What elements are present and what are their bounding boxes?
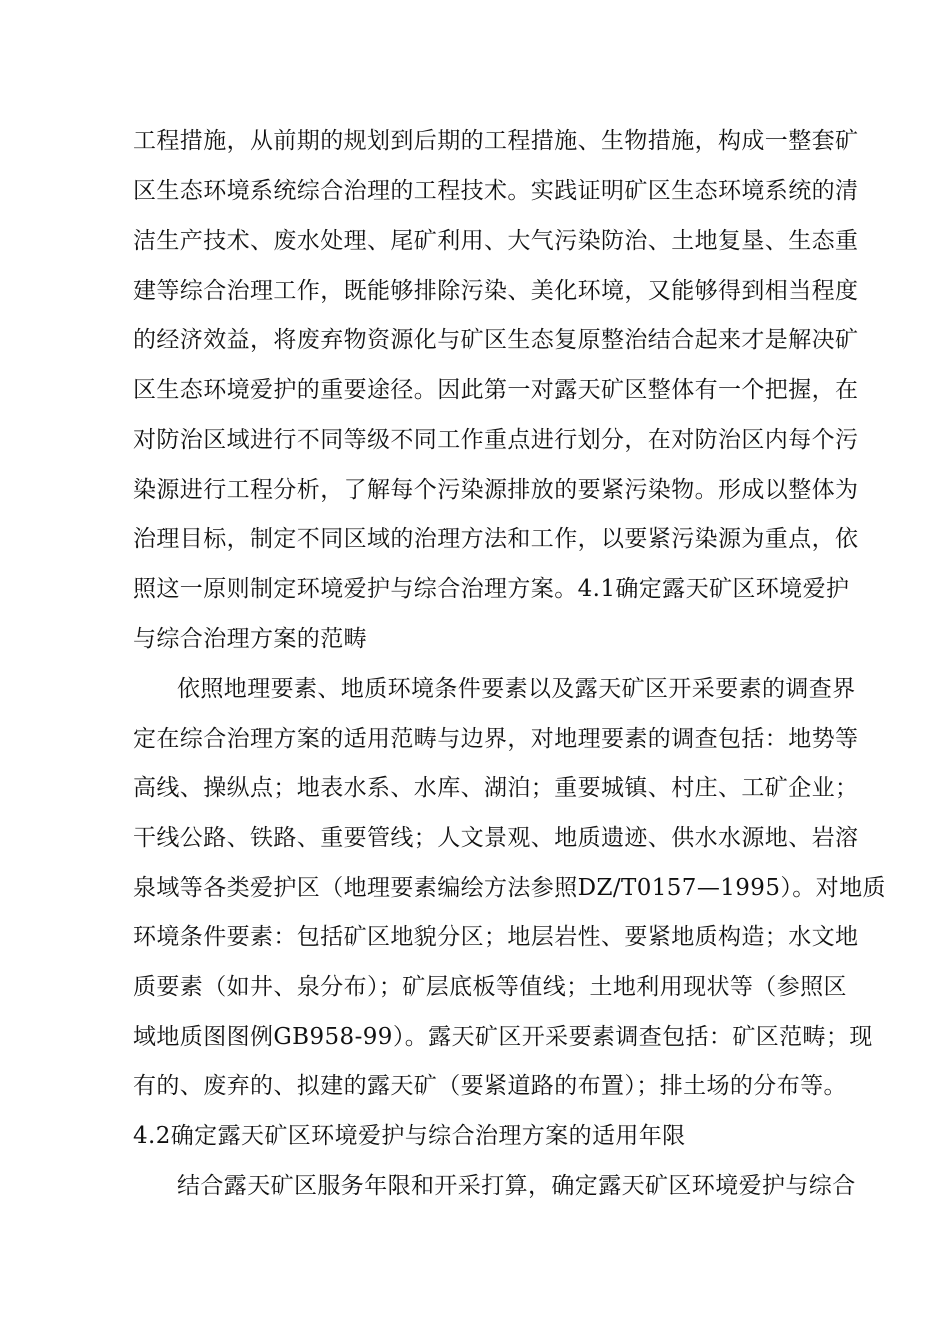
- text-line: 与综合治理方案的范畴: [133, 626, 367, 652]
- text-line: 区生态环境系统综合治理的工程技术。实践证明矿区生态环境系统的清: [133, 178, 859, 204]
- text-line: 定在综合治理方案的适用范畴与边界，对地理要素的调查包括：地势等: [133, 726, 859, 752]
- paragraph-first-line: 结合露天矿区服务年限和开采打算，确定露天矿区环境爱护与综合: [177, 1173, 856, 1199]
- text-line: 环境条件要素：包括矿区地貌分区；地层岩性、要紧地质构造；水文地: [133, 924, 859, 950]
- text-line: 泉域等各类爱护区（地理要素编绘方法参照DZ/T0157—1995）。对地质: [133, 875, 886, 901]
- text-line: 的经济效益，将废弃物资源化与矿区生态复原整治结合起来才是解决矿: [133, 327, 859, 353]
- section-heading: 4.2确定露天矿区环境爱护与综合治理方案的适用年限: [133, 1123, 686, 1149]
- text-line: 域地质图图例GB958-99）。露天矿区开采要素调查包括：矿区范畴；现: [133, 1024, 873, 1050]
- text-line: 照这一原则制定环境爱护与综合治理方案。4.1确定露天矿区环境爱护: [133, 576, 850, 602]
- text-line: 建等综合治理工作，既能够排除污染、美化环境，又能够得到相当程度: [133, 278, 859, 304]
- text-line: 工程措施，从前期的规划到后期的工程措施、生物措施，构成一整套矿: [133, 128, 859, 154]
- text-line: 质要素（如井、泉分布）；矿层底板等值线；土地利用现状等（参照区: [133, 974, 847, 1000]
- text-line: 对防治区域进行不同等级不同工作重点进行划分，在对防治区内每个污: [133, 427, 859, 453]
- text-line: 高线、操纵点；地表水系、水库、湖泊；重要城镇、村庄、工矿企业；: [133, 775, 859, 801]
- paragraph-first-line: 依照地理要素、地质环境条件要素以及露天矿区开采要素的调查界: [177, 676, 856, 702]
- text-line: 干线公路、铁路、重要管线；人文景观、地质遗迹、供水水源地、岩溶: [133, 825, 859, 851]
- text-line: 治理目标，制定不同区域的治理方法和工作，以要紧污染源为重点，依: [133, 526, 859, 552]
- text-line: 有的、废弃的、拟建的露天矿（要紧道路的布置）；排土场的分布等。: [133, 1073, 847, 1099]
- text-line: 区生态环境爱护的重要途径。因此第一对露天矿区整体有一个把握，在: [133, 377, 859, 403]
- text-line: 洁生产技术、废水处理、尾矿利用、大气污染防治、土地复垦、生态重: [133, 228, 859, 254]
- text-line: 染源进行工程分析，了解每个污染源排放的要紧污染物。形成以整体为: [133, 477, 859, 503]
